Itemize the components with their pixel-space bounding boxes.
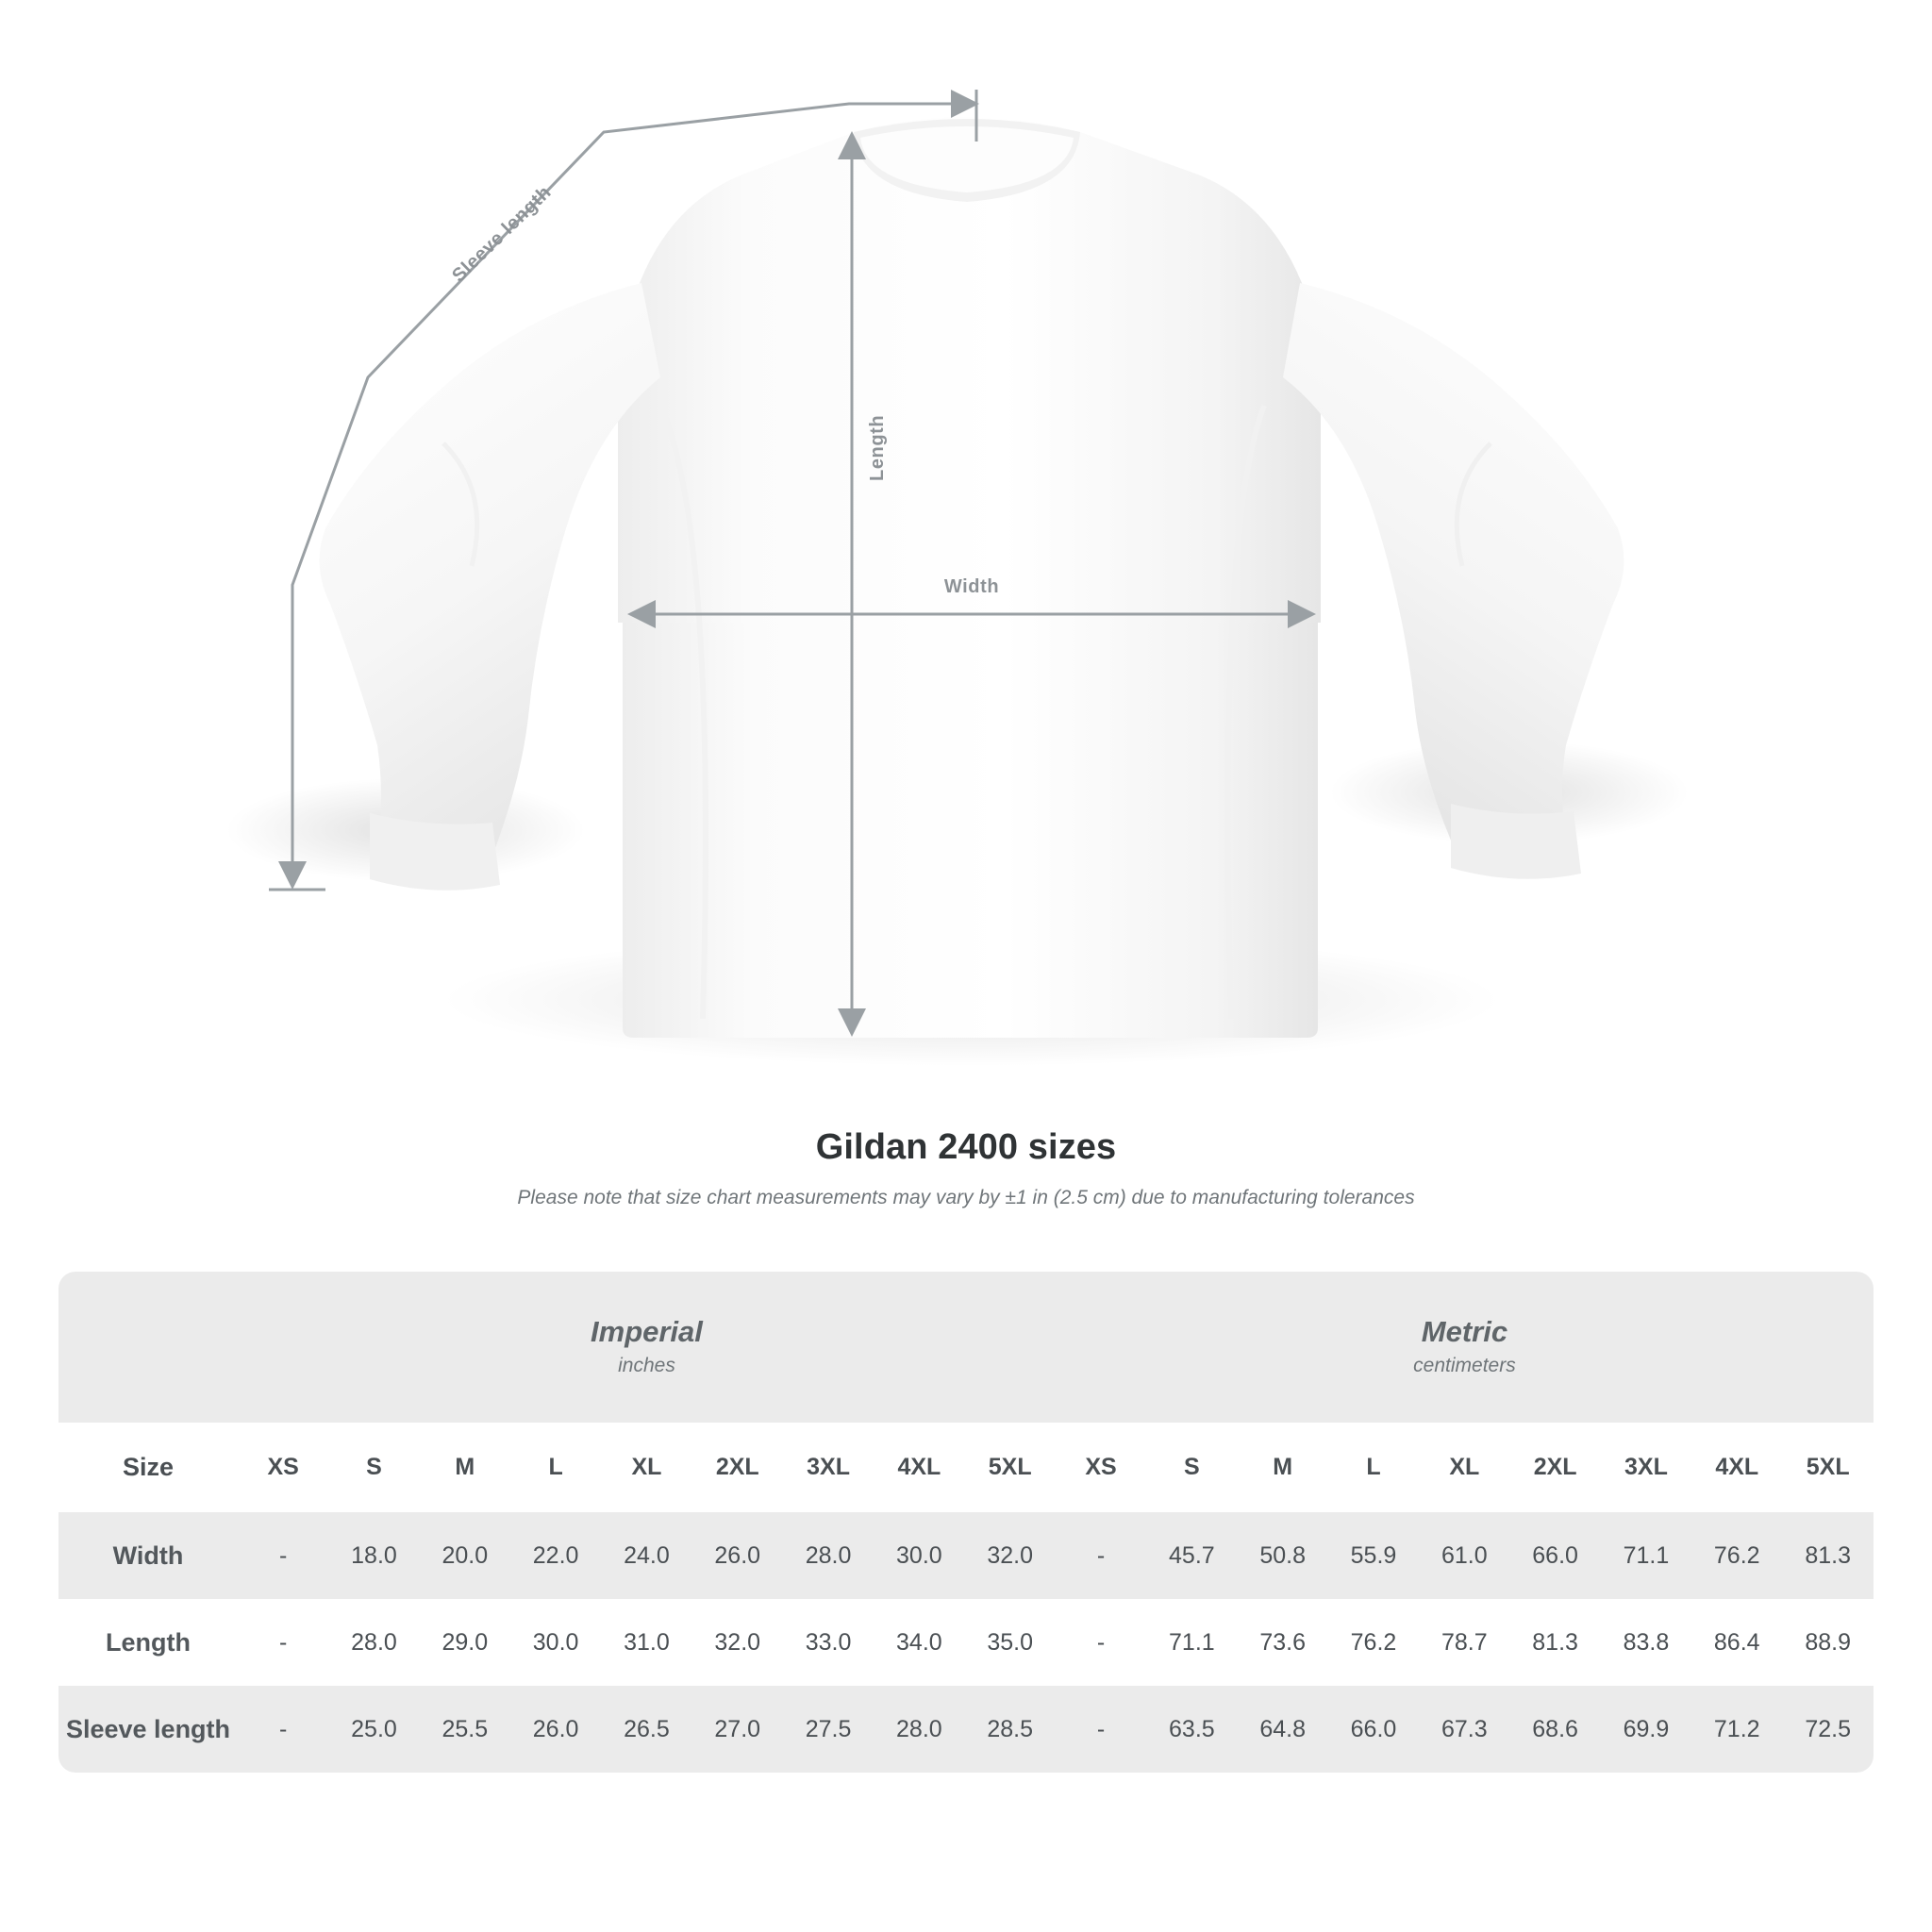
table-header-row <box>58 1423 1874 1512</box>
cell-width-10: 45.7 <box>1146 1512 1237 1599</box>
unit-group-row <box>58 1272 1874 1423</box>
width-label: Width <box>943 576 1000 597</box>
cell-sleeve-5: 27.0 <box>692 1686 783 1773</box>
cell-length-11: 73.6 <box>1238 1599 1328 1686</box>
unit-metric-name: Metric <box>1421 1314 1508 1348</box>
col-header-size-6: 3XL <box>783 1423 874 1512</box>
cell-width-8: 32.0 <box>965 1512 1056 1599</box>
unit-group-imperial <box>238 1272 1056 1423</box>
col-header-size-4: XL <box>601 1423 691 1512</box>
cell-sleeve-1: 25.0 <box>328 1686 419 1773</box>
row-label-length: Length <box>58 1599 238 1686</box>
cell-length-5: 32.0 <box>692 1599 783 1686</box>
cell-sleeve-2: 25.5 <box>420 1686 510 1773</box>
cell-width-12: 55.9 <box>1328 1512 1419 1599</box>
col-header-size-7: 4XL <box>874 1423 964 1512</box>
cell-length-17: 88.9 <box>1782 1599 1874 1686</box>
row-label-sleeve-length: Sleeve length <box>58 1686 238 1773</box>
cell-length-0: - <box>238 1599 328 1686</box>
unit-imperial-name: Imperial <box>591 1314 703 1348</box>
col-header-size-5: 2XL <box>692 1423 783 1512</box>
cell-sleeve-17: 72.5 <box>1782 1686 1874 1773</box>
table-row <box>58 1599 1874 1686</box>
unit-group-metric <box>1056 1272 1874 1423</box>
length-label: Length <box>867 414 888 481</box>
cell-width-17: 81.3 <box>1782 1512 1874 1599</box>
cell-sleeve-16: 71.2 <box>1691 1686 1782 1773</box>
cell-width-14: 66.0 <box>1509 1512 1600 1599</box>
cell-sleeve-15: 69.9 <box>1601 1686 1691 1773</box>
cell-sleeve-6: 27.5 <box>783 1686 874 1773</box>
cell-length-15: 83.8 <box>1601 1599 1691 1686</box>
cell-width-0: - <box>238 1512 328 1599</box>
table-row <box>58 1512 1874 1599</box>
row-label-width: Width <box>58 1512 238 1599</box>
cell-length-7: 34.0 <box>874 1599 964 1686</box>
cell-width-2: 20.0 <box>420 1512 510 1599</box>
col-header-size-3: L <box>510 1423 601 1512</box>
unit-imperial-sub: inches <box>618 1354 675 1376</box>
cell-length-16: 86.4 <box>1691 1599 1782 1686</box>
cell-sleeve-7: 28.0 <box>874 1686 964 1773</box>
col-header-size-12: L <box>1328 1423 1419 1512</box>
table-row <box>58 1686 1874 1773</box>
cell-sleeve-10: 63.5 <box>1146 1686 1237 1773</box>
cell-sleeve-4: 26.5 <box>601 1686 691 1773</box>
cell-length-3: 30.0 <box>510 1599 601 1686</box>
cell-sleeve-9: - <box>1056 1686 1146 1773</box>
cell-length-10: 71.1 <box>1146 1599 1237 1686</box>
size-table <box>58 1272 1874 1773</box>
sleeve-length-label: Sleeve length <box>448 181 556 287</box>
unit-group-spacer <box>58 1272 238 1423</box>
cell-sleeve-11: 64.8 <box>1238 1686 1328 1773</box>
col-header-size-9: XS <box>1056 1423 1146 1512</box>
cell-width-5: 26.0 <box>692 1512 783 1599</box>
chart-header <box>0 1127 1932 1209</box>
cell-length-2: 29.0 <box>420 1599 510 1686</box>
cell-width-7: 30.0 <box>874 1512 964 1599</box>
cell-sleeve-3: 26.0 <box>510 1686 601 1773</box>
cell-width-9: - <box>1056 1512 1146 1599</box>
page-title: Gildan 2400 sizes <box>815 1127 1117 1167</box>
cell-length-13: 78.7 <box>1419 1599 1509 1686</box>
col-header-size-0: XS <box>238 1423 328 1512</box>
size-table-wrapper <box>58 1272 1874 1773</box>
col-header-size-14: 2XL <box>1509 1423 1600 1512</box>
col-header-size-11: M <box>1238 1423 1328 1512</box>
cell-sleeve-0: - <box>238 1686 328 1773</box>
cell-length-6: 33.0 <box>783 1599 874 1686</box>
cell-width-4: 24.0 <box>601 1512 691 1599</box>
col-header-size-1: S <box>328 1423 419 1512</box>
cell-width-15: 71.1 <box>1601 1512 1691 1599</box>
cell-width-3: 22.0 <box>510 1512 601 1599</box>
cell-sleeve-8: 28.5 <box>965 1686 1056 1773</box>
col-header-size-13: XL <box>1419 1423 1509 1512</box>
col-header-size-15: 3XL <box>1601 1423 1691 1512</box>
cell-width-1: 18.0 <box>328 1512 419 1599</box>
col-header-size-17: 5XL <box>1782 1423 1874 1512</box>
cell-width-11: 50.8 <box>1238 1512 1328 1599</box>
col-header-size-10: S <box>1146 1423 1237 1512</box>
col-header-size-16: 4XL <box>1691 1423 1782 1512</box>
col-header-size-2: M <box>420 1423 510 1512</box>
cell-length-8: 35.0 <box>965 1599 1056 1686</box>
cell-width-16: 76.2 <box>1691 1512 1782 1599</box>
cell-sleeve-13: 67.3 <box>1419 1686 1509 1773</box>
cell-length-9: - <box>1056 1599 1146 1686</box>
cell-sleeve-14: 68.6 <box>1509 1686 1600 1773</box>
cell-width-13: 61.0 <box>1419 1512 1509 1599</box>
tolerance-note: Please note that size chart measurements may vary by ±1 in (2.5 cm) due to manufacturing tolerances <box>517 1187 1415 1208</box>
col-header-size-8: 5XL <box>965 1423 1056 1512</box>
cell-length-4: 31.0 <box>601 1599 691 1686</box>
cell-width-6: 28.0 <box>783 1512 874 1599</box>
unit-metric-sub: centimeters <box>1413 1354 1516 1376</box>
cell-length-14: 81.3 <box>1509 1599 1600 1686</box>
cell-length-12: 76.2 <box>1328 1599 1419 1686</box>
cell-sleeve-12: 66.0 <box>1328 1686 1419 1773</box>
col-header-size: Size <box>58 1423 238 1512</box>
cell-length-1: 28.0 <box>328 1599 419 1686</box>
